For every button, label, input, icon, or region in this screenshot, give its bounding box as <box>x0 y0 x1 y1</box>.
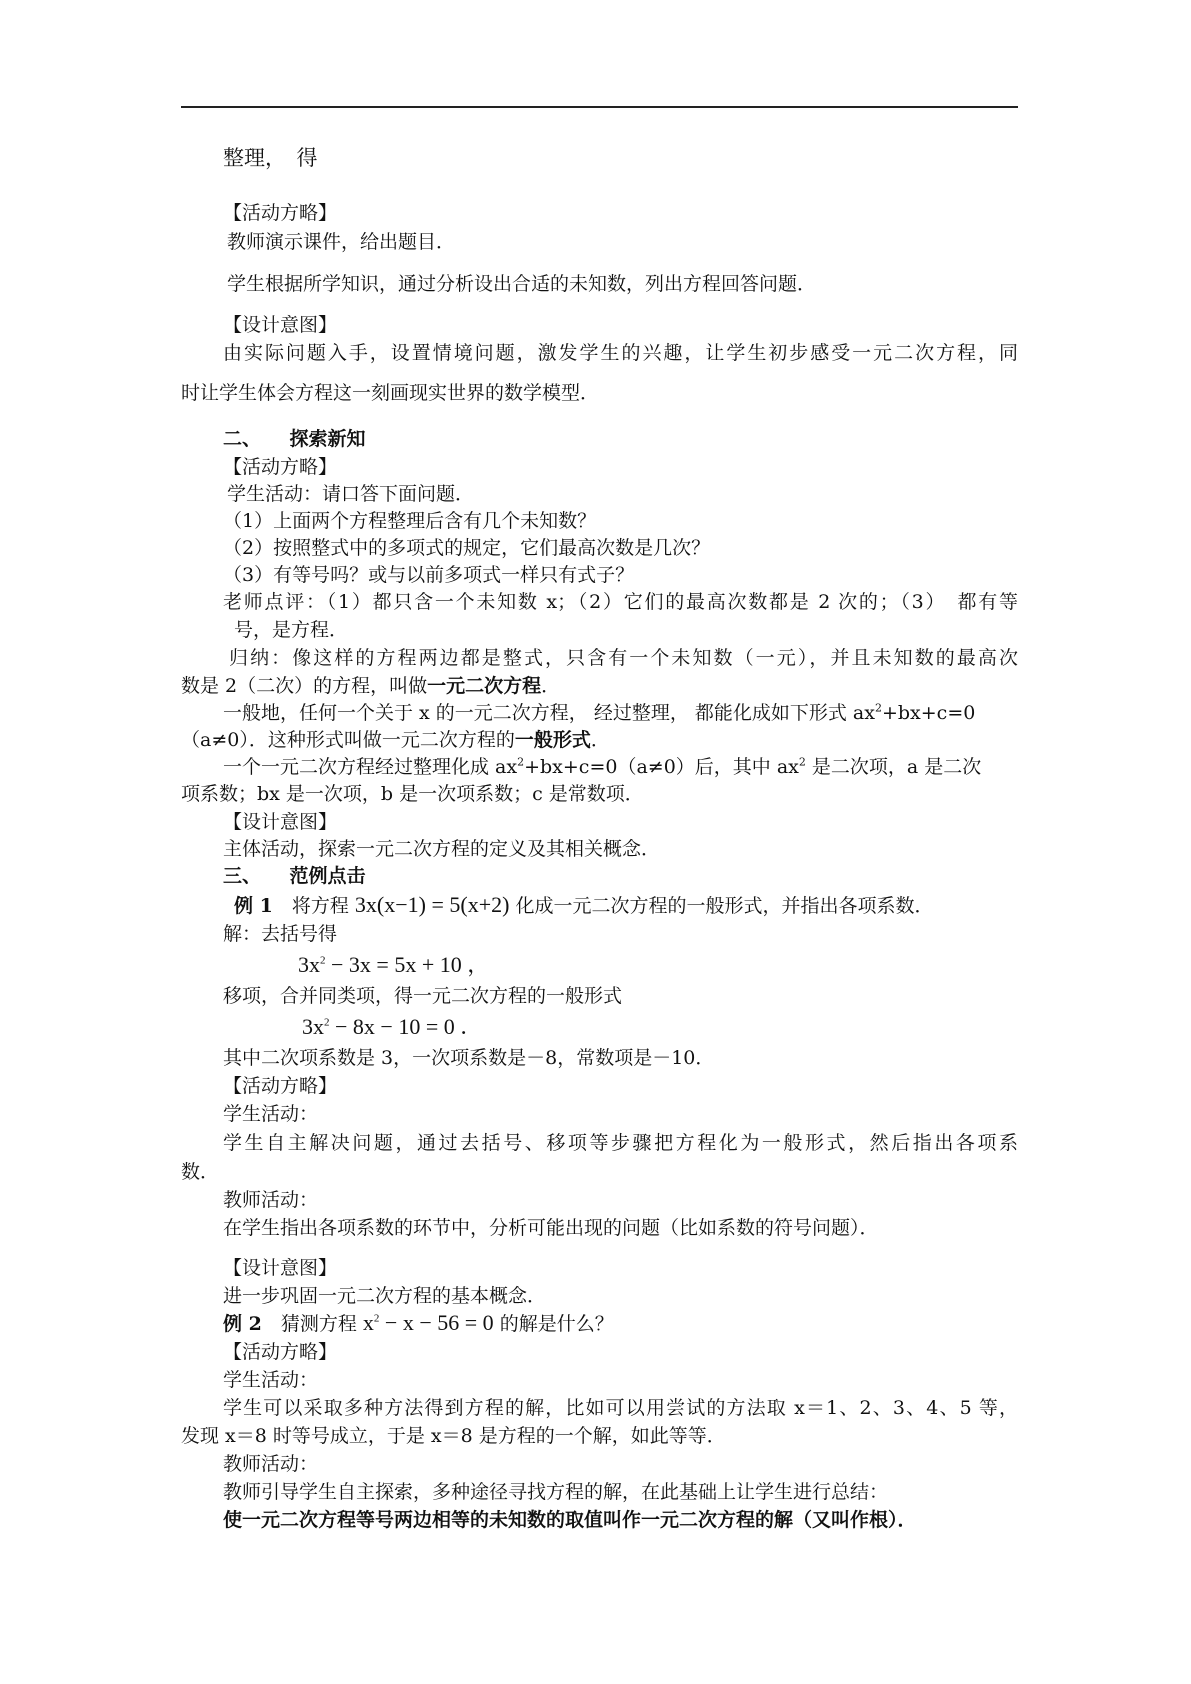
section-heading: 三、 范例点击 <box>223 865 366 887</box>
paragraph-line: 归纳：像这样的方程两边都是整式，只含有一个未知数（一元），并且未知数的最高次 <box>229 647 1018 669</box>
text-line: 学生根据所学知识，通过分析设出合适的未知数，列出方程回答问题． <box>227 273 817 295</box>
equation: $3x^2 - 3x = 5x + 10$ ， <box>298 952 490 977</box>
paragraph-line: 学生可以采取多种方法得到方程的解，比如可以用尝试的方法取 x＝1、2、3、4、5 等， <box>223 1397 1018 1419</box>
term-quadratic-equation: 一元二次方程 <box>427 675 542 697</box>
text-line: 学生活动： <box>223 1369 319 1391</box>
paragraph-line: 一个一元二次方程经过整理化成 $ax^2+bx+c=0(a\ne 0)$后，其中 $ax^2$ 是二次项，a 是二次 <box>223 755 982 778</box>
paragraph-line: （a≠0）．这种形式叫做一元二次方程的一般形式． <box>181 729 610 751</box>
paragraph-line: 数． <box>181 1161 220 1183</box>
text-line: 教师演示课件，给出题目． <box>227 231 456 253</box>
section-label: 【活动方略】 <box>223 202 338 224</box>
text-line: 主体活动，探索一元二次方程的定义及其相关概念． <box>223 838 661 860</box>
paragraph-line: 老师点评：（1）都只含一个未知数 x；（2）它们的最高次数都是 2 次的；（3） 都有等 <box>223 591 1018 613</box>
text-line: 解：去括号得 <box>223 923 338 945</box>
list-item: （3）有等号吗？或与以前多项式一样只有式子？ <box>223 564 635 586</box>
paragraph-line: 一般地，任何一个关于 x 的一元二次方程， 经过整理， 都能化成如下形式 $ax^2+bx+c=0$ <box>223 701 976 724</box>
section-label: 【设计意图】 <box>223 314 338 336</box>
paragraph-line: 时让学生体会方程这一刻画现实世界的数学模型． <box>181 382 600 404</box>
section-label: 【活动方略】 <box>223 456 338 478</box>
text-line: 进一步巩固一元二次方程的基本概念． <box>223 1285 547 1307</box>
text-line: 教师活动： <box>223 1453 319 1475</box>
equation: $3x^2 - 8x - 10 = 0$ ． <box>302 1014 483 1039</box>
paragraph-line: 号，是方程． <box>234 619 349 641</box>
section-label: 【设计意图】 <box>223 1257 338 1279</box>
paragraph-line: 学生自主解决问题，通过去括号、移项等步骤把方程化为一般形式，然后指出各项系 <box>223 1132 1018 1154</box>
paragraph-line: 发现 x＝8 时等号成立，于是 x＝8 是方程的一个解，如此等等． <box>181 1425 726 1447</box>
section-label: 【活动方略】 <box>223 1341 338 1363</box>
example-1: 例 1 将方程 3x(x−1) = 5(x+2) 化成一元二次方程的一般形式，并指出各项系数． <box>234 892 934 917</box>
term-general-form: 一般形式 <box>514 729 591 751</box>
list-item: （1）上面两个方程整理后含有几个未知数？ <box>223 510 597 532</box>
text-line: 教师活动： <box>223 1189 319 1211</box>
header-rule <box>181 106 1018 108</box>
section-heading: 二、 探索新知 <box>223 428 366 450</box>
text-line: 移项，合并同类项，得一元二次方程的一般形式 <box>223 985 623 1007</box>
text-line: 学生活动：请口答下面问题． <box>227 483 475 505</box>
text-line: 在学生指出各项系数的环节中，分析可能出现的问题（比如系数的符号问题）． <box>223 1217 879 1239</box>
text-line: 教师引导学生自主探索，多种途径寻找方程的解，在此基础上让学生进行总结： <box>223 1481 889 1503</box>
equation: 3x(x−1) = 5(x+2) <box>354 892 510 917</box>
equation: $x^2 - x - 56 = 0$ <box>362 1310 494 1335</box>
text-line: 学生活动： <box>223 1103 319 1125</box>
paragraph-line: 由实际问题入手，设置情境问题，激发学生的兴趣，让学生初步感受一元二次方程，同 <box>223 342 1018 364</box>
text-line: 整理， 得 <box>223 146 318 170</box>
list-item: （2）按照整式中的多项式的规定，它们最高次数是几次？ <box>223 537 711 559</box>
definition-line: 使一元二次方程等号两边相等的未知数的取值叫作一元二次方程的解（又叫作根）． <box>223 1509 917 1531</box>
paragraph-line: 数是 2（二次）的方程，叫做一元二次方程． <box>181 675 561 697</box>
section-label: 【活动方略】 <box>223 1075 338 1097</box>
paragraph-line: 项系数；bx 是一次项，b 是一次项系数；c 是常数项． <box>181 783 644 805</box>
example-2: 例 2 猜测方程 $x^2 - x - 56 = 0$ 的解是什么？ <box>223 1310 614 1335</box>
section-label: 【设计意图】 <box>223 811 338 833</box>
text-line: 其中二次项系数是 3，一次项系数是－8，常数项是－10． <box>223 1047 715 1069</box>
